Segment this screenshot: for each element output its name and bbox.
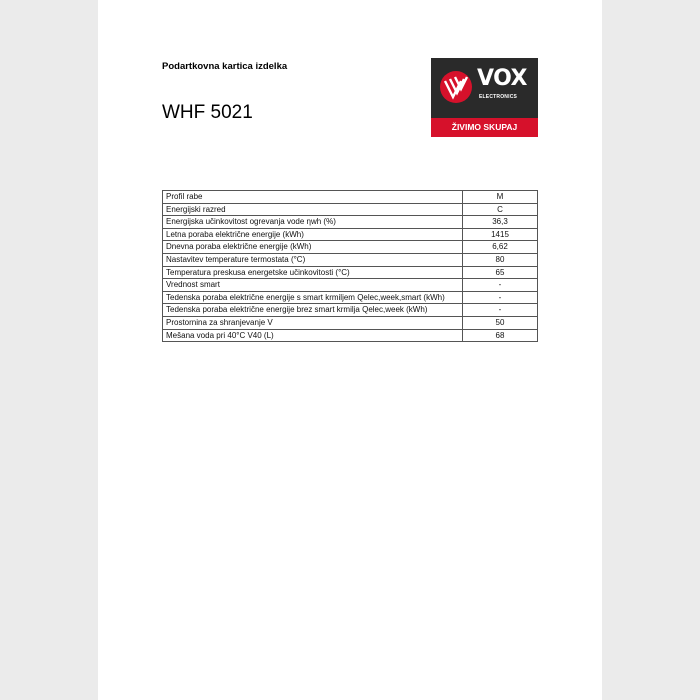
row-value: 50 (463, 316, 538, 329)
row-label: Temperatura preskusa energetske učinkovitosti (°C) (163, 266, 463, 279)
table-row (163, 228, 538, 241)
row-value: - (463, 304, 538, 317)
row-value: 1415 (463, 228, 538, 241)
logo-sub-text: ELECTRONICS (479, 94, 518, 100)
row-label: Profil rabe (163, 191, 463, 204)
row-label: Dnevna poraba električne energije (kWh) (163, 241, 463, 254)
table-row (163, 329, 538, 342)
row-value: C (463, 203, 538, 216)
row-value: 65 (463, 266, 538, 279)
row-label: Energijski razred (163, 203, 463, 216)
row-label: Letna poraba električne energije (kWh) (163, 228, 463, 241)
document-page (98, 0, 602, 700)
row-value: M (463, 191, 538, 204)
row-value: 80 (463, 253, 538, 266)
row-value: 6,62 (463, 241, 538, 254)
row-label: Mešana voda pri 40°C V40 (L) (163, 329, 463, 342)
table-row (163, 304, 538, 317)
table-row (163, 203, 538, 216)
row-value: - (463, 291, 538, 304)
table-row (163, 291, 538, 304)
vox-emblem-icon (439, 70, 473, 104)
table-row (163, 216, 538, 229)
row-label: Energijska učinkovitost ogrevanja vode ηwh (%) (163, 216, 463, 229)
table-row (163, 241, 538, 254)
model-title: WHF 5021 (162, 102, 253, 123)
table-row (163, 253, 538, 266)
row-value: 68 (463, 329, 538, 342)
row-label: Tedenska poraba električne energije s smart krmiljem Qelec,week,smart (kWh) (163, 291, 463, 304)
row-value: 36,3 (463, 216, 538, 229)
row-label: Vrednost smart (163, 279, 463, 292)
vox-logo (431, 58, 538, 137)
row-label: Nastavitev temperature termostata (°C) (163, 253, 463, 266)
table-row (163, 191, 538, 204)
document-subtitle: Podartkovna kartica izdelka (162, 61, 288, 72)
spec-table (162, 190, 538, 342)
row-label: Tedenska poraba električne energije brez smart krmilja Qelec,week (kWh) (163, 304, 463, 317)
row-value: - (463, 279, 538, 292)
table-row (163, 279, 538, 292)
logo-slogan-text: ŽIVIMO SKUPAJ (451, 122, 518, 132)
row-label: Prostornina za shranjevanje V (163, 316, 463, 329)
logo-slogan-band (431, 118, 538, 137)
table-row (163, 316, 538, 329)
table-row (163, 266, 538, 279)
logo-brand-text: VOX (477, 66, 528, 91)
